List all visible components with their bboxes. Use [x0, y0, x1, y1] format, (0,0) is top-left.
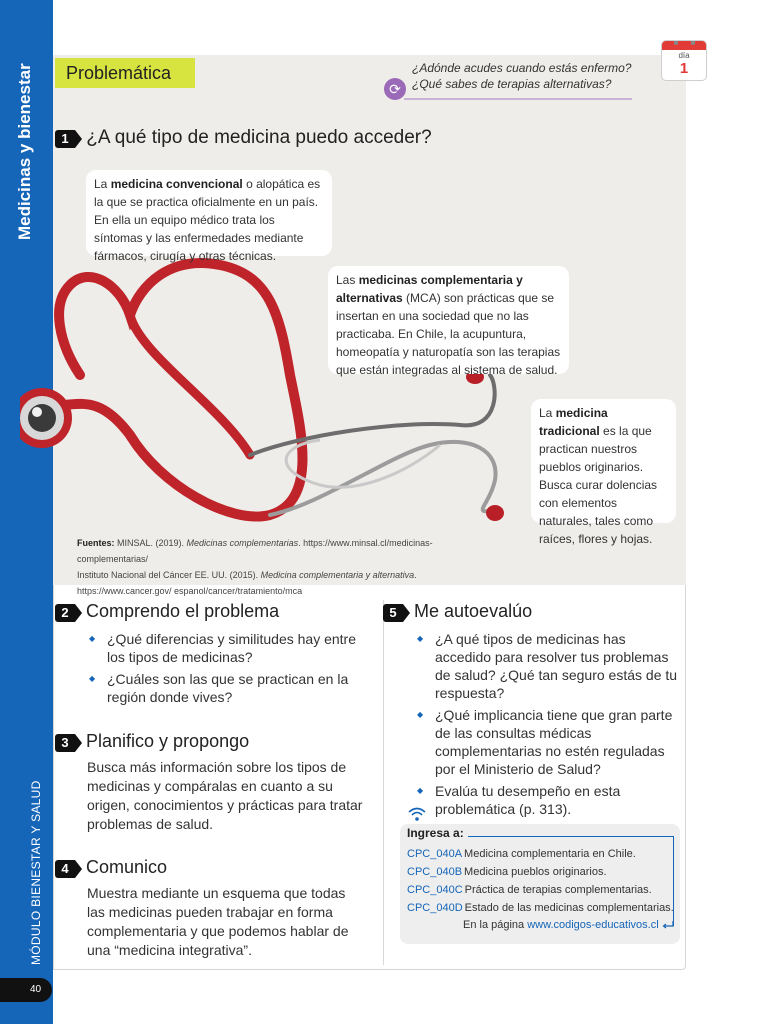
callout-2-pre: Las [336, 273, 359, 287]
section-5-bullets [415, 630, 683, 822]
list-item: ◆ ¿Qué implicancia tiene que gran parte de las consultas médicas complementarias no estén reguladas por el Ministerio de Salud? [415, 706, 683, 778]
source-1-url: . https://www.minsal.cl/medicinas-complementarias/ [77, 538, 433, 564]
source-2-url: . https://www.cancer.gov/ espanol/cancer/tratamiento/mca [77, 570, 417, 596]
source-2-pre: Instituto Nacional del Cáncer EE. UU. (2015). [77, 570, 261, 580]
section-1-number: 1 [55, 130, 75, 148]
page-number: 40 [0, 978, 52, 1002]
calendar-number: 1 [679, 60, 689, 77]
footer-pre: En la página [463, 919, 528, 931]
code-link-row[interactable] [407, 845, 636, 863]
sources-note [77, 535, 467, 599]
callout-3-text: es la que practican nuestros pueblos originarios. Busca curar dolencias con elementos naturales, tales como raíces, flores y hojas. [539, 424, 658, 546]
section-4-heading [55, 857, 167, 878]
code-description: Práctica de terapias complementarias. [464, 884, 652, 896]
list-item: ◆ ¿Qué diferencias y similitudes hay entre los tipos de medicinas? [87, 630, 362, 666]
code-description: Medicina complementaria en Chile. [464, 848, 636, 860]
code-link[interactable]: CPC_040D [407, 902, 463, 914]
guiding-questions [384, 60, 644, 97]
section-3-text: Busca más información sobre los tipos de medicinas y compáralas en cuanto a su origen, conocimientos y prácticas para tratar problemas de salud. [87, 759, 363, 832]
codigos-educativos-link[interactable]: www.codigos-educativos.cl [527, 919, 659, 931]
section-4-text: Muestra mediante un esquema que todas las medicinas pueden trabajar en forma complementaria y que podemos hablar de una “medicina integrativa”. [87, 885, 349, 958]
question-1: ¿Adónde acudes cuando estás enfermo? [412, 61, 632, 75]
source-2-title: Medicina complementaria y alternativa [260, 570, 415, 580]
callout-1-term: medicina convencional [110, 177, 243, 191]
arrow-return-icon [662, 921, 674, 929]
section-5-title: Me autoevalúo [414, 601, 533, 621]
code-link-row[interactable] [407, 899, 674, 917]
section-4-number: 4 [55, 860, 75, 878]
section-3-heading [55, 731, 249, 752]
code-description: Medicina pueblos originarios. [464, 866, 607, 878]
section-2-heading [55, 601, 279, 622]
ingresa-title: Ingresa a: [407, 826, 464, 840]
section-title-vertical: Medicinas y bienestar [15, 63, 34, 240]
section-2-number: 2 [55, 604, 75, 622]
callout-2-text: (MCA) son prácticas que se insertan en una sociedad que no las practicaba. En Chile, la acupuntura, homeopatía y naturopatía son las terapias que están integradas al sistema de salud. [336, 291, 561, 377]
code-description: Estado de las medicinas complementarias. [464, 902, 674, 914]
list-item: ◆ ¿A qué tipos de medicinas has accedido para resolver tus problemas de salud? ¿Qué tan seguro estás de tu respuesta? [415, 630, 683, 702]
section-4-title: Comunico [86, 857, 168, 877]
section-3-title: Planifico y propongo [86, 731, 250, 751]
callout-2-term: medicinas complementaria y alternativas [336, 273, 523, 305]
callout-3-term: medicina tradicional [539, 406, 608, 438]
source-1-pre: MINSAL. (2019). [114, 538, 187, 548]
code-link[interactable]: CPC_040B [407, 866, 463, 878]
questions-underline [404, 98, 632, 100]
module-label-vertical: MÓDULO BIENESTAR Y SALUD [29, 780, 43, 965]
question-2: ¿Qué sabes de terapias alternativas? [412, 77, 612, 91]
section-2-bullets [87, 630, 362, 710]
callout-1-pre: La [94, 177, 111, 191]
callout-3-pre: La [539, 406, 556, 420]
ingresa-rule [468, 836, 673, 837]
callout-complementary-medicine [328, 266, 569, 377]
sources-label: Fuentes: [77, 538, 115, 548]
section-1-heading [55, 127, 432, 149]
calendar-icon [661, 40, 707, 81]
section-5-number: 5 [383, 604, 403, 622]
callout-1-text: o alopática es la que se practica oficialmente en un país. En ella un equipo médico trata los síntomas y las enfermedades mediante fármacos, cirugía y otras técnicas. [94, 177, 321, 263]
calendar-label: día [678, 51, 690, 60]
code-link[interactable]: CPC_040A [407, 848, 463, 860]
code-link[interactable]: CPC_040C [407, 884, 463, 896]
section-2-title: Comprendo el problema [86, 601, 280, 621]
ingresa-footer [463, 919, 674, 931]
section-3-number: 3 [55, 734, 75, 752]
problematica-tag: Problemática [55, 58, 195, 88]
code-link-row[interactable] [407, 863, 607, 881]
list-item: ◆ Evalúa tu desempeño en esta problemática (p. 313). [415, 782, 683, 818]
wifi-icon [407, 806, 427, 822]
callout-conventional-medicine [86, 170, 332, 263]
callout-traditional-medicine [531, 399, 676, 546]
code-link-row[interactable] [407, 881, 652, 899]
list-item: ◆ ¿Cuáles son las que se practican en la región donde vives? [87, 670, 362, 706]
column-divider [383, 600, 384, 965]
source-1-title: Medicinas complementarias [186, 538, 299, 548]
section-5-heading [383, 601, 532, 622]
refresh-icon: ⟳ [384, 78, 406, 100]
section-1-title: ¿A qué tipo de medicina puedo acceder? [86, 127, 432, 148]
